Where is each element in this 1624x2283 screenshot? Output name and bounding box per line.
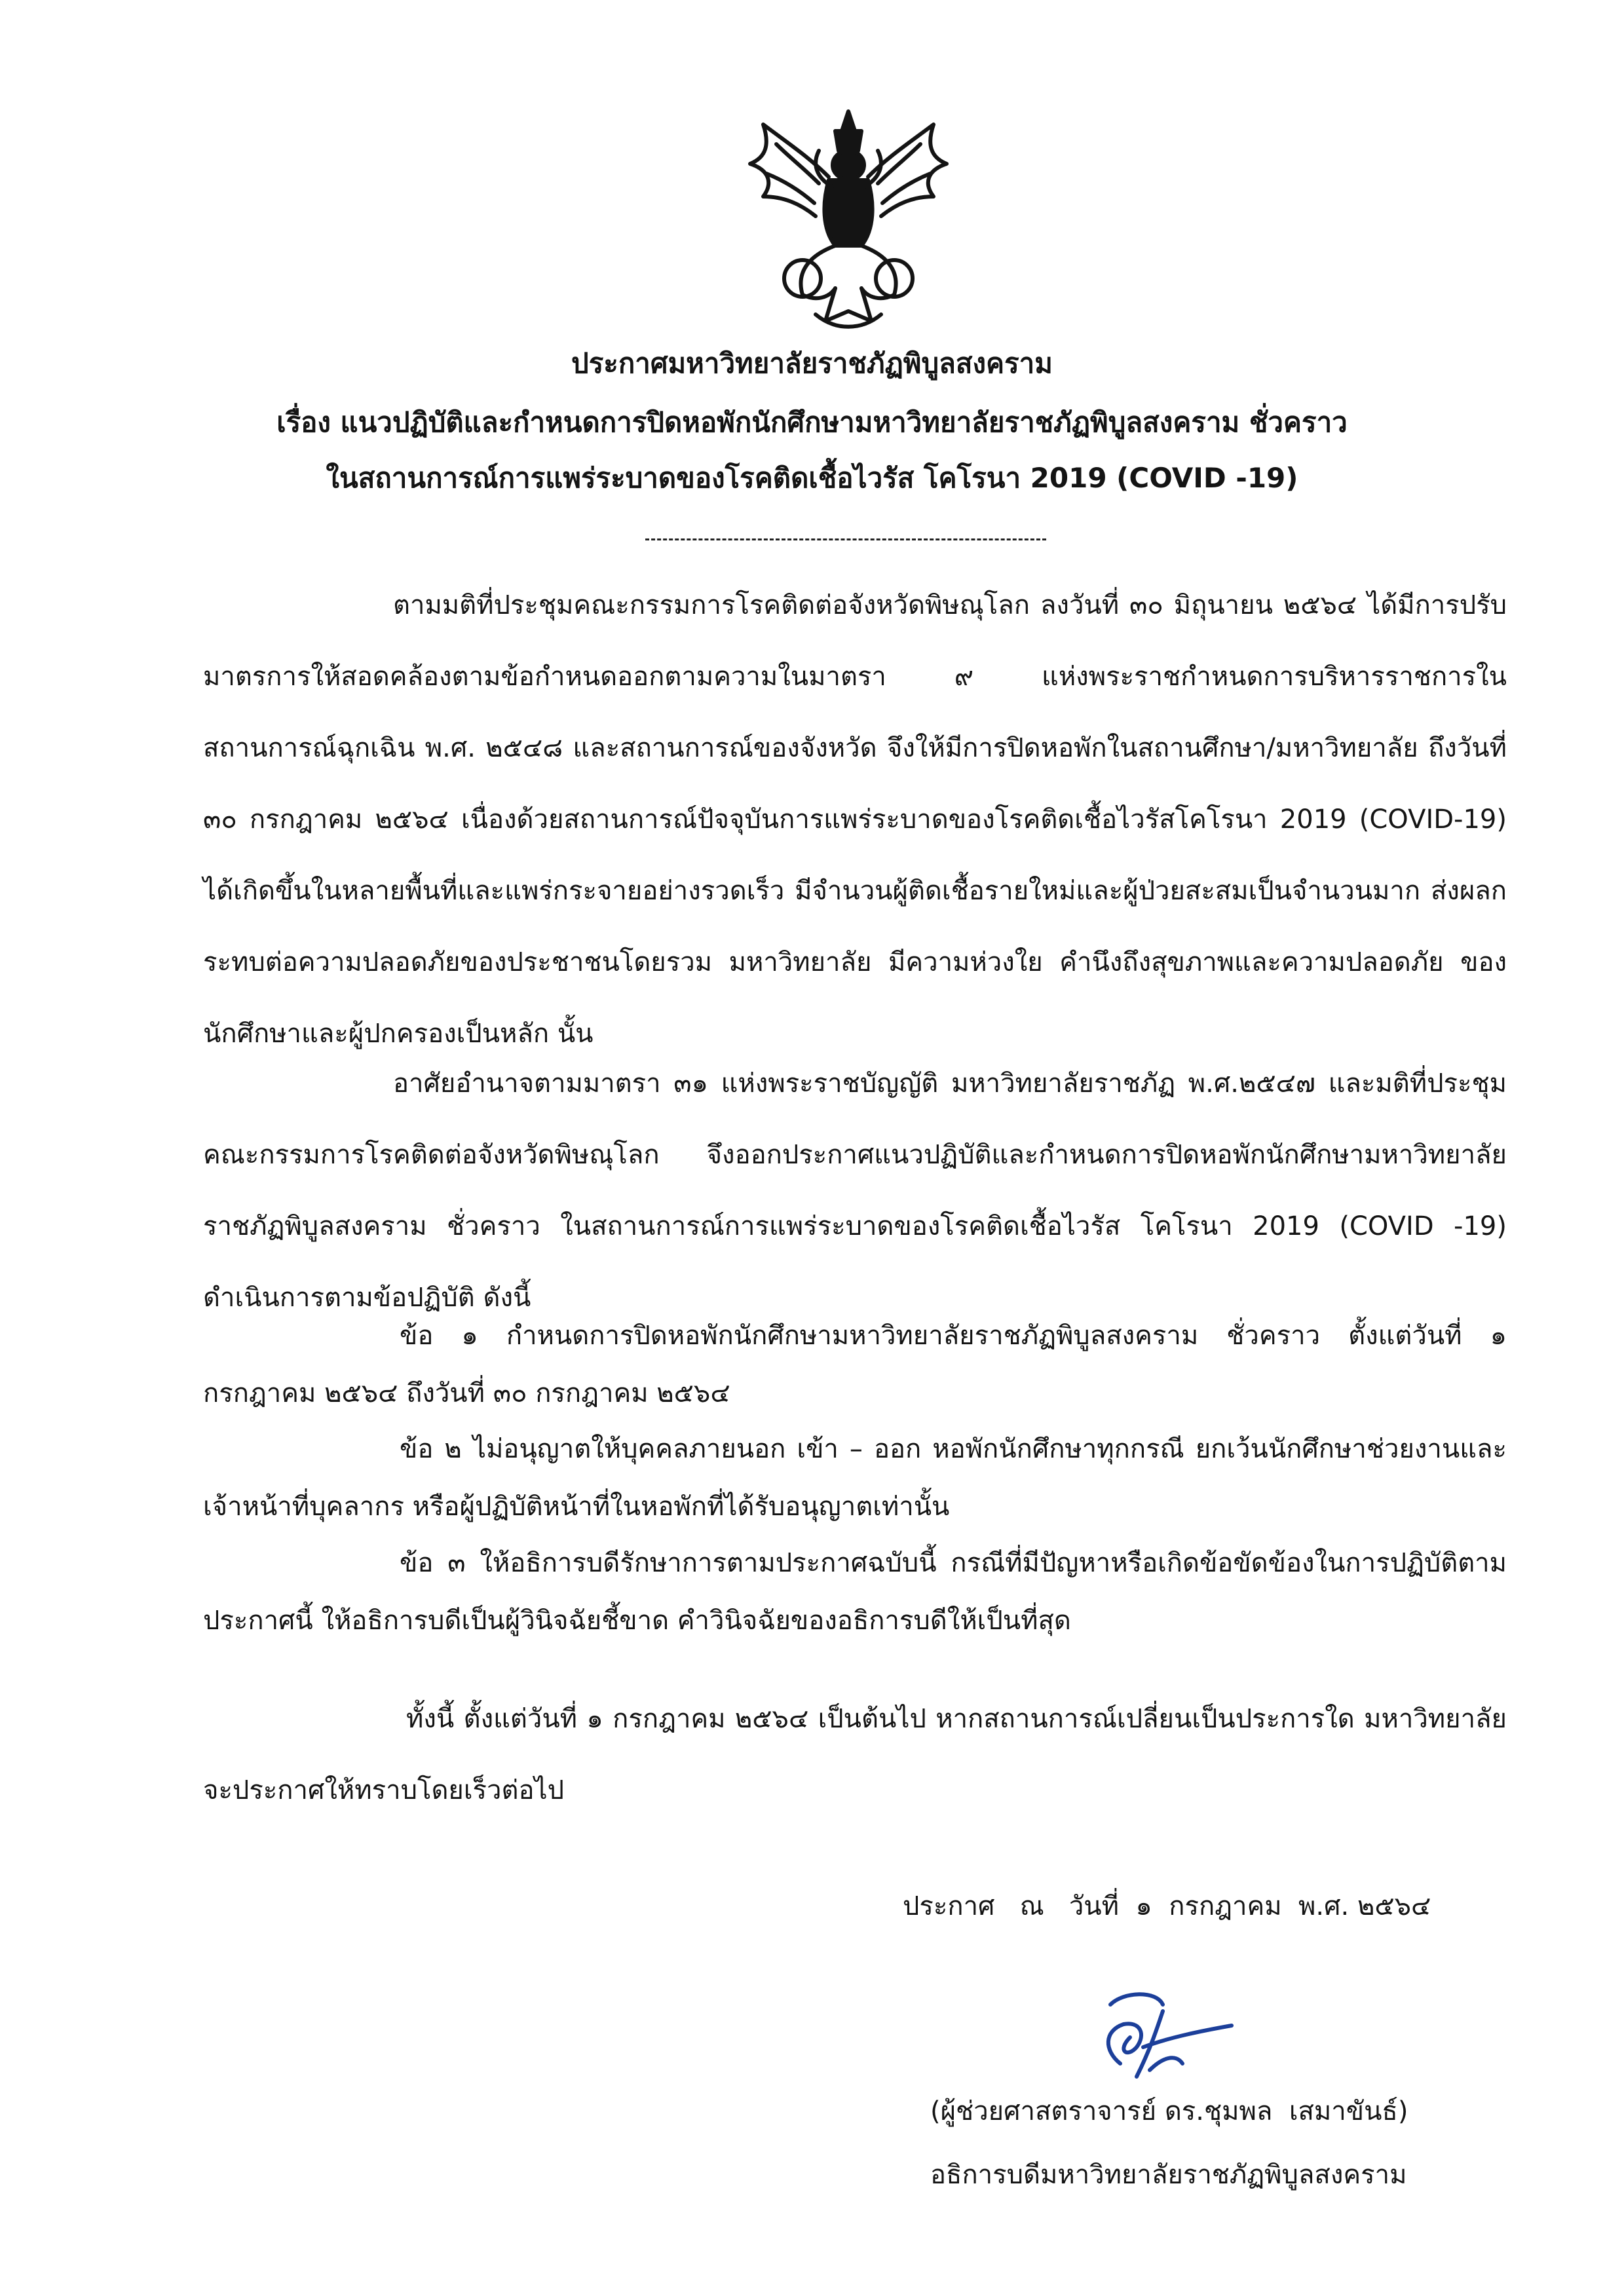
signature-mark [1084, 1985, 1235, 2090]
clause-2: ข้อ ๒ ไม่อนุญาตให้บุคคลภายนอก เข้า – ออก หอพักนักศึกษาทุกกรณี ยกเว้นนักศึกษาช่วยงานและเจ้าหน้าที่บุคลากร หรือผู้ปฏิบัติหน้าที่ในหอพักที่ได้รับอนุญาตเท่านั้น [203, 1434, 1507, 1522]
garuda-emblem-icon [737, 105, 960, 334]
paragraph-effective-date: ทั้งนี้ ตั้งแต่วันที่ ๑ กรกฎาคม ๒๕๖๔ เป็นต้นไป หากสถานการณ์เปลี่ยนเป็นประการใด มหาวิทยาลัยจะประกาศให้ทราบโดยเร็วต่อไป [203, 1704, 1507, 1805]
paragraph-background: ตามมติที่ประชุมคณะกรรมการโรคติดต่อจังหวัดพิษณุโลก ลงวันที่ ๓๐ มิถุนายน ๒๕๖๔ ได้มีการปรับมาตรการให้สอดคล้องตามข้อกำหนดออกตามความในมาตรา ๙ แห่งพระราชกำหนดการบริหารราชการในสถานการณ์ฉุกเฉิน พ.ศ. ๒๕๔๘ และสถานการณ์ของจังหวัด จึงให้มีการปิดหอพักในสถานศึกษา/มหาวิทยาลัย ถึงวันที่ ๓๐ กรกฎาคม ๒๕๖๔ เนื่องด้วยสถานการณ์ปัจจุบันการแพร่ระบาดของโรคติดเชื้อไวรัสโคโรนา 2019 (COVID-19) ได้เกิดขึ้นในหลายพื้นที่และแพร่กระจายอย่างรวดเร็ว มีจำนวนผู้ติดเชื้อรายใหม่และผู้ป่วยสะสมเป็นจำนวนมาก ส่งผลกระทบต่อความปลอดภัยของประชาชนโดยรวม มหาวิทยาลัย มีความห่วงใย คำนึงถึงสุขภาพและความปลอดภัย ของนักศึกษาและผู้ปกครองเป็นหลัก นั้น [203, 590, 1507, 1049]
announcement-subject: เรื่อง แนวปฏิบัติและกำหนดการปิดหอพักนักศึกษามหาวิทยาลัยราชภัฏพิบูลสงคราม ชั่วคราว [276, 406, 1348, 438]
signer-name: (ผู้ช่วยศาสตราจารย์ ดร.ชุมพล เสมาขันธ์) [930, 2096, 1408, 2126]
signer-position: อธิการบดีมหาวิทยาลัยราชภัฏพิบูลสงคราม [930, 2160, 1407, 2190]
paragraph-authority: อาศัยอำนาจตามมาตรา ๓๑ แห่งพระราชบัญญัติ มหาวิทยาลัยราชภัฏ พ.ศ.๒๕๔๗ และมติที่ประชุมคณะกรรมการโรคติดต่อจังหวัดพิษณุโลก จึงออกประกาศแนวปฏิบัติและกำหนดการปิดหอพักนักศึกษามหาวิทยาลัยราชภัฏพิบูลสงคราม ชั่วคราว ในสถานการณ์การแพร่ระบาดของโรคติดเชื้อไวรัส โคโรนา 2019 (COVID -19) ดำเนินการตามข้อปฏิบัติ ดังนี้ [203, 1068, 1507, 1313]
title-divider [645, 538, 1046, 540]
announcement-dateline: ประกาศ ณ วันที่ ๑ กรกฎาคม พ.ศ. ๒๕๖๔ [903, 1891, 1431, 1921]
clause-1: ข้อ ๑ กำหนดการปิดหอพักนักศึกษามหาวิทยาลัยราชภัฏพิบูลสงคราม ชั่วคราว ตั้งแต่วันที่ ๑ กรกฎาคม ๒๕๖๔ ถึงวันที่ ๓๐ กรกฎาคม ๒๕๖๔ [203, 1321, 1507, 1408]
announcement-title: ประกาศมหาวิทยาลัยราชภัฏพิบูลสงคราม [571, 347, 1053, 379]
announcement-subject-continued: ในสถานการณ์การแพร่ระบาดของโรคติดเชื้อไวรัส โคโรนา 2019 (COVID -19) [326, 462, 1298, 494]
clause-3: ข้อ ๓ ให้อธิการบดีรักษาการตามประกาศฉบับนี้ กรณีที่มีปัญหาหรือเกิดข้อขัดข้องในการปฏิบัติตามประกาศนี้ ให้อธิการบดีเป็นผู้วินิจฉัยชี้ขาด คำวินิจฉัยของอธิการบดีให้เป็นที่สุด [203, 1548, 1507, 1636]
